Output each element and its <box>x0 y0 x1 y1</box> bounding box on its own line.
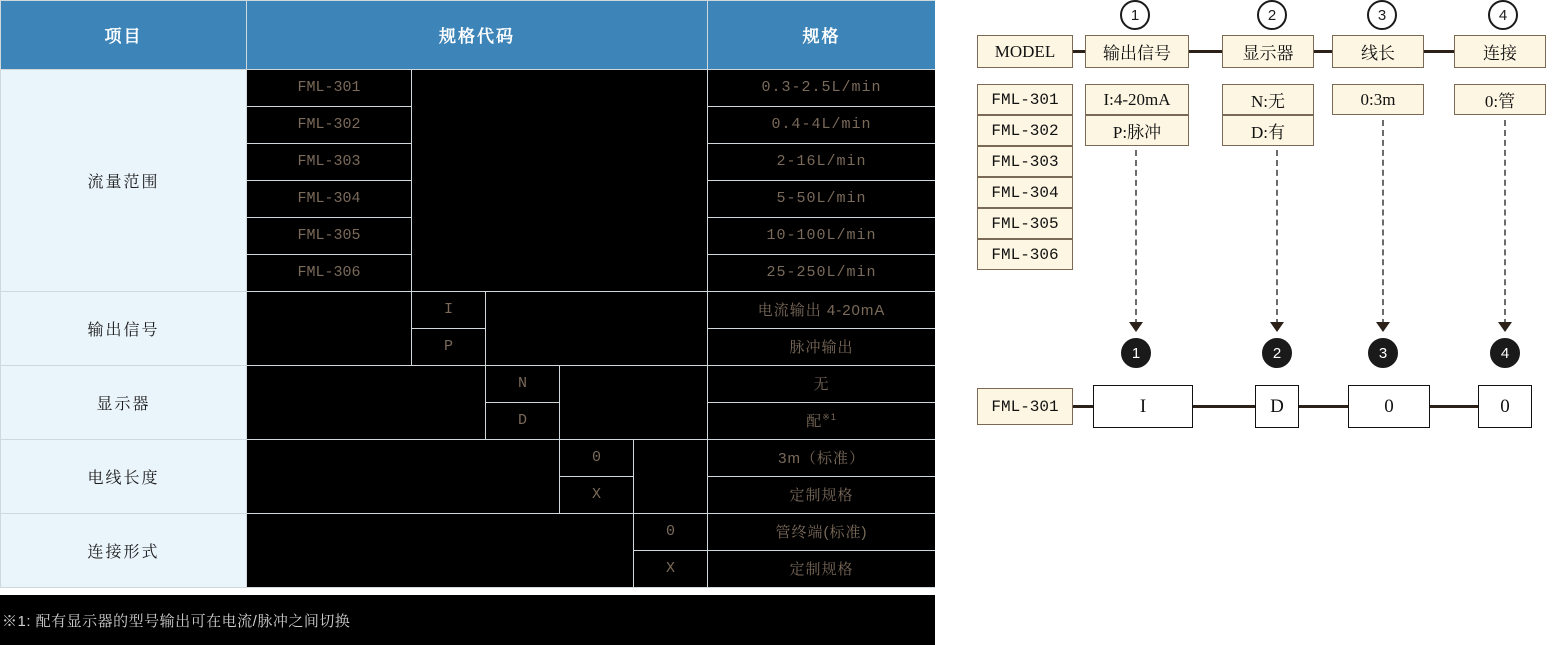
spec-cell: 2-16L/min <box>708 143 936 180</box>
item-label: 电线长度 <box>1 439 247 513</box>
spec-cell: 0.4-4L/min <box>708 106 936 143</box>
example-number-4: 4 <box>1490 338 1520 368</box>
model-code-diagram <box>935 0 1560 645</box>
arrow-down-4 <box>1498 322 1512 332</box>
table-row <box>1 513 936 550</box>
code-cell: 0 <box>634 513 708 550</box>
blank-cell <box>247 513 634 587</box>
arrow-down-3 <box>1376 322 1390 332</box>
item-label: 显示器 <box>1 365 247 439</box>
table-row <box>1 439 936 476</box>
table-row <box>1 365 936 402</box>
header-box-display: 显示器 <box>1222 35 1314 68</box>
option-model-6: FML-306 <box>977 239 1073 270</box>
example-box-output: I <box>1093 385 1193 428</box>
blank-cell <box>247 291 412 365</box>
code-cell: FML-301 <box>247 69 412 106</box>
dashed-line-3 <box>1382 120 1384 325</box>
blank-cell <box>486 291 708 365</box>
blank-cell <box>634 439 708 513</box>
option-model-4: FML-304 <box>977 177 1073 208</box>
code-cell: P <box>412 328 486 365</box>
spec-cell: 5-50L/min <box>708 180 936 217</box>
option-model-2: FML-302 <box>977 115 1073 146</box>
callout-number-1: 1 <box>1120 0 1150 30</box>
header-code: 规格代码 <box>247 1 708 70</box>
spec-cell: 3m（标准） <box>708 439 936 476</box>
option-model-3: FML-303 <box>977 146 1073 177</box>
header-box-cable: 线长 <box>1332 35 1424 68</box>
blank-cell <box>247 439 560 513</box>
option-cable-1: 0:3m <box>1332 84 1424 115</box>
header-item: 项目 <box>1 1 247 70</box>
option-connect-1: 0:管 <box>1454 84 1546 115</box>
dashed-line-2 <box>1276 150 1278 325</box>
header-box-output: 输出信号 <box>1085 35 1189 68</box>
example-box-display: D <box>1255 385 1299 428</box>
example-number-1: 1 <box>1121 338 1151 368</box>
connector-line <box>1314 50 1332 53</box>
code-cell: FML-304 <box>247 180 412 217</box>
blank-cell <box>247 365 486 439</box>
header-box-model: MODEL <box>977 35 1073 68</box>
callout-number-2: 2 <box>1257 0 1287 30</box>
table-row <box>1 291 936 328</box>
example-box-model: FML-301 <box>977 388 1073 425</box>
connector-line <box>1073 50 1085 53</box>
spec-cell: 10-100L/min <box>708 217 936 254</box>
example-box-connect: 0 <box>1478 385 1532 428</box>
arrow-down-1 <box>1129 322 1143 332</box>
option-model-5: FML-305 <box>977 208 1073 239</box>
option-output-2: P:脉冲 <box>1085 115 1189 146</box>
spec-cell: 0.3-2.5L/min <box>708 69 936 106</box>
example-connector-line <box>1073 405 1093 408</box>
spec-cell: 无 <box>708 365 936 402</box>
code-cell: 0 <box>560 439 634 476</box>
blank-cell <box>560 365 708 439</box>
code-cell: X <box>560 476 634 513</box>
code-cell: FML-306 <box>247 254 412 291</box>
spec-cell: 定制规格 <box>708 476 936 513</box>
connector-line <box>1424 50 1454 53</box>
code-cell: D <box>486 402 560 439</box>
table-row <box>1 69 936 106</box>
dashed-line-1 <box>1135 150 1137 325</box>
dashed-line-4 <box>1504 120 1506 325</box>
example-number-3: 3 <box>1368 338 1398 368</box>
example-connector-line <box>1430 405 1478 408</box>
connector-line <box>1189 50 1222 53</box>
code-cell: I <box>412 291 486 328</box>
code-cell: FML-303 <box>247 143 412 180</box>
item-label: 连接形式 <box>1 513 247 587</box>
option-output-1: I:4-20mA <box>1085 84 1189 115</box>
example-connector-line <box>1299 405 1348 408</box>
option-display-2: D:有 <box>1222 115 1314 146</box>
spec-cell: 25-250L/min <box>708 254 936 291</box>
option-model-1: FML-301 <box>977 84 1073 115</box>
example-connector-line <box>1193 405 1255 408</box>
callout-number-4: 4 <box>1488 0 1518 30</box>
header-box-connect: 连接 <box>1454 35 1546 68</box>
code-cell: X <box>634 550 708 587</box>
code-cell: FML-302 <box>247 106 412 143</box>
table-header-row <box>1 1 936 70</box>
spec-cell <box>708 402 936 439</box>
blank-cell <box>412 69 708 291</box>
arrow-down-2 <box>1270 322 1284 332</box>
spec-cell: 电流输出 4-20mA <box>708 291 936 328</box>
code-cell: FML-305 <box>247 217 412 254</box>
callout-number-3: 3 <box>1367 0 1397 30</box>
spec-cell: 脉冲输出 <box>708 328 936 365</box>
spec-text: 配 <box>806 413 823 431</box>
item-label: 流量范围 <box>1 69 247 291</box>
code-cell: N <box>486 365 560 402</box>
footnote-text: ※1: 配有显示器的型号输出可在电流/脉冲之间切换 <box>0 595 1025 645</box>
spec-cell: 定制规格 <box>708 550 936 587</box>
example-number-2: 2 <box>1262 338 1292 368</box>
example-box-cable: 0 <box>1348 385 1430 428</box>
item-label: 输出信号 <box>1 291 247 365</box>
header-spec: 规格 <box>708 1 936 70</box>
spec-cell: 管终端(标准) <box>708 513 936 550</box>
footnote-marker: ※1 <box>822 412 837 423</box>
option-display-1: N:无 <box>1222 84 1314 115</box>
